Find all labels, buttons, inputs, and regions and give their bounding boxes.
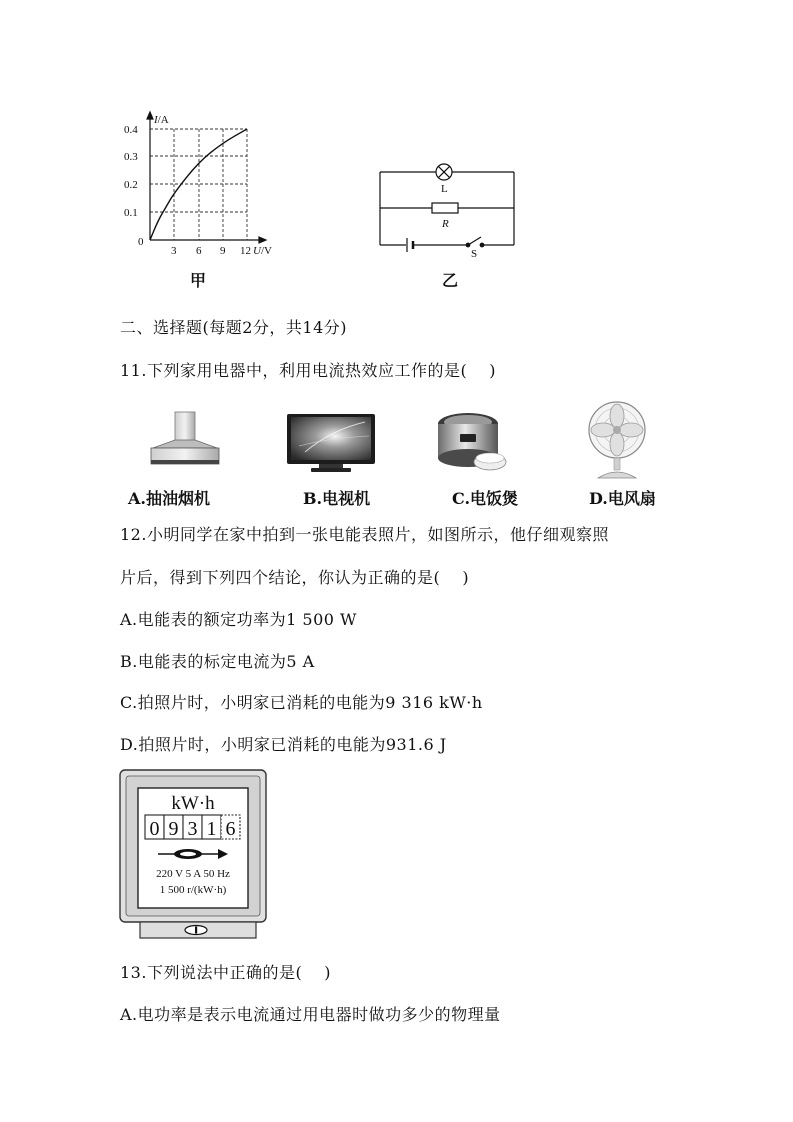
graph-grid: [150, 129, 247, 240]
television-icon: [285, 412, 377, 474]
meter-unit: kW·h: [171, 793, 215, 814]
q13-option-a[interactable]: A.电功率是表示电流通过用电器时做功多少的物理量: [120, 1005, 501, 1024]
circuit-figure: [370, 150, 530, 295]
energy-meter-figure: [118, 768, 268, 943]
y-tick: 0.1: [124, 207, 138, 219]
q12-option-c[interactable]: C.拍照片时，小明家已消耗的电能为9 316 kW·h: [120, 693, 483, 712]
resistor-icon: [432, 203, 458, 213]
resistor-label: R: [442, 218, 449, 230]
graph-axes: [147, 112, 266, 243]
iu-graph-figure: [120, 108, 280, 298]
q12-stem-line1: 12.小明同学在家中拍到一张电能表照片，如图所示，他仔细观察照: [120, 525, 609, 544]
x-tick: 6: [196, 245, 202, 257]
y-tick: 0.2: [124, 179, 138, 191]
iu-curve: [150, 129, 247, 240]
graph-caption: 甲: [189, 273, 207, 290]
x-tick: 9: [220, 245, 226, 257]
q11-stem: 11.下列家用电器中，利用电流热效应工作的是( ): [120, 361, 497, 380]
q11-option-b[interactable]: B.电视机: [303, 489, 371, 508]
y-tick: 0.3: [124, 151, 138, 163]
q11-option-a[interactable]: A.抽油烟机: [128, 489, 210, 508]
q11-option-c[interactable]: C.电饭煲: [452, 489, 519, 508]
range-hood-icon: [145, 410, 225, 475]
meter-spec-line1: 220 V 5 A 50 Hz: [156, 868, 230, 880]
battery-icon: [407, 238, 413, 252]
meter-digit: 3: [187, 818, 198, 840]
lamp-icon: [436, 164, 452, 180]
lamp-label: L: [441, 183, 448, 195]
q12-option-d[interactable]: D.拍照片时，小明家已消耗的电能为931.6 J: [120, 735, 447, 754]
meter-spec-line2: 1 500 r/(kW·h): [159, 884, 227, 896]
meter-digit: 0: [149, 818, 160, 840]
q13-stem: 13.下列说法中正确的是( ): [120, 963, 332, 982]
x-tick: 3: [171, 245, 177, 257]
q12-option-a[interactable]: A.电能表的额定功率为1 500 W: [120, 610, 357, 629]
q12-stem-line2: 片后，得到下列四个结论，你认为正确的是( ): [120, 568, 470, 587]
x-tick: 12: [240, 245, 251, 257]
rice-cooker-icon: [432, 402, 512, 477]
switch-label: S: [471, 248, 478, 260]
section-heading: 二、选择题(每题2分，共14分): [120, 318, 348, 337]
meter-knob-icon: [185, 926, 207, 935]
y-axis-label: I/A: [154, 114, 169, 126]
electric-fan-icon: [582, 398, 652, 480]
q12-option-b[interactable]: B.电能表的标定电流为5 A: [120, 652, 315, 671]
circuit-caption: 乙: [441, 273, 459, 290]
meter-digit: 6: [225, 818, 236, 840]
y-tick: 0: [138, 236, 144, 248]
meter-digit: 1: [206, 818, 217, 840]
switch-icon: [466, 237, 484, 247]
meter-digit: 9: [168, 818, 179, 840]
y-tick: 0.4: [124, 124, 138, 136]
x-axis-label: U/V: [253, 245, 272, 257]
q11-option-d[interactable]: D.电风扇: [589, 489, 656, 508]
